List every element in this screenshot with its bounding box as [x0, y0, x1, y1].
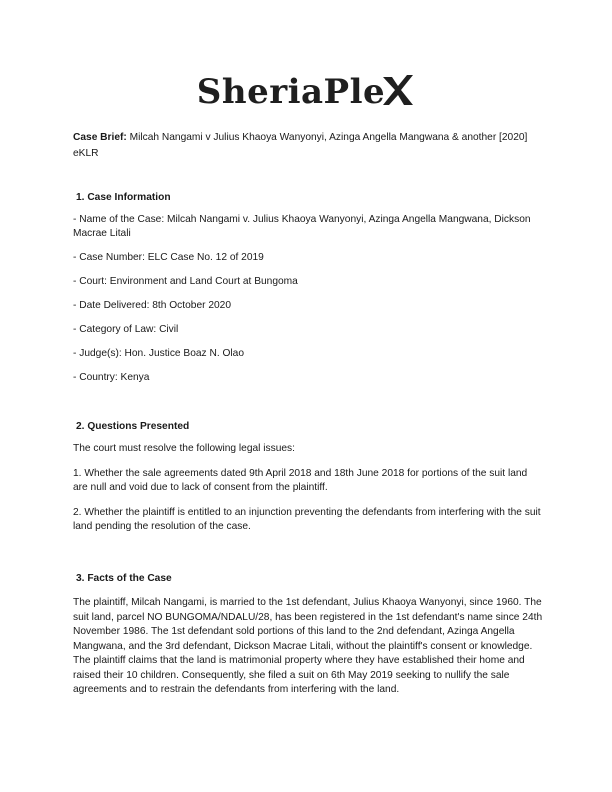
- country-item: - Country: Kenya: [73, 372, 150, 383]
- question-item: 1. Whether the sale agreements dated 9th April 2018 and 18th June 2018 for portions of the suit land are null and void due to lack of consent from the plaintiff.: [73, 467, 528, 493]
- facts-section: [73, 572, 543, 698]
- case-brief-text: Milcah Nangami v Julius Khaoya Wanyonyi, Azinga Angella Mangwana & another [2020] eKLR: [73, 132, 528, 159]
- case-brief-title: [73, 130, 543, 162]
- category-item: - Category of Law: Civil: [73, 324, 179, 335]
- date-delivered-item: - Date Delivered: 8th October 2020: [73, 300, 231, 311]
- x-mark-logo-icon: [381, 73, 415, 112]
- question-item: 2. Whether the plaintiff is entitled to an injunction preventing the defendants from interfering with the suit land pending the resolution of the case.: [73, 506, 541, 532]
- sheriaplex-logo: [0, 72, 612, 112]
- facts-paragraph: The plaintiff, Milcah Nangami, is married to the 1st defendant, Julius Khaoya Wanyonyi, since 1960. The suit land, parcel NO BUNGOMA/NDALU/28, has been registered in the 1st defendant's name since 24th November 1986. The 1st defendant sold portions of this land to the 2nd defendant, Azinga Angella Mangwana, and the 3rd defendant, Dickson Macrae Litali, without the plaintiff's consent or knowledge. The plaintiff claims that the land is matrimonial property where they have established their home and raised their 10 children. Consequently, she filed a suit on 6th May 2019 seeking to nullify the sale agreements and to restrain the defendants from interfering with the land.: [73, 597, 543, 695]
- case-information-section: [73, 191, 543, 395]
- case-brief-label: Case Brief:: [73, 132, 127, 143]
- questions-intro: The court must resolve the following legal issues:: [73, 443, 295, 454]
- section-heading: 1. Case Information: [76, 192, 171, 203]
- court-item: - Court: Environment and Land Court at Bungoma: [73, 276, 298, 287]
- section-heading: 2. Questions Presented: [76, 421, 190, 432]
- judges-item: - Judge(s): Hon. Justice Boaz N. Olao: [73, 348, 244, 359]
- case-name-item: - Name of the Case: Milcah Nangami v. Julius Khaoya Wanyonyi, Azinga Angella Mangwana, Dickson Macrae Litali: [73, 214, 531, 239]
- case-number-item: - Case Number: ELC Case No. 12 of 2019: [73, 252, 264, 263]
- section-heading: 3. Facts of the Case: [76, 573, 172, 584]
- questions-presented-section: [73, 420, 543, 545]
- logo-wordmark: SheriaPle: [196, 72, 386, 112]
